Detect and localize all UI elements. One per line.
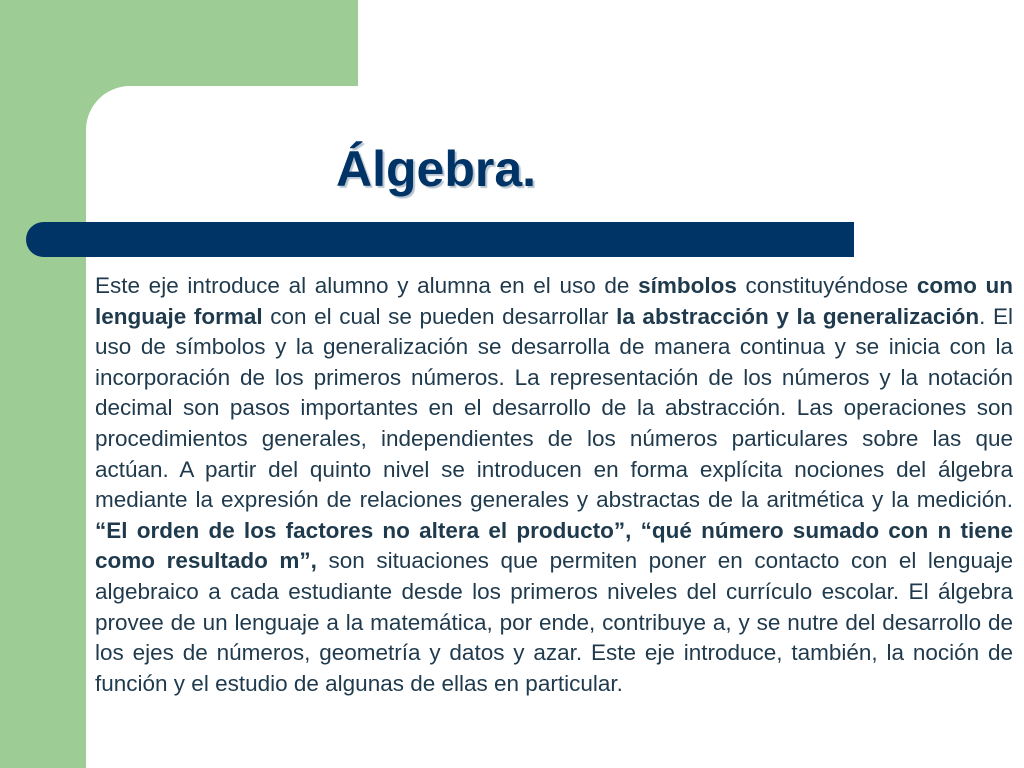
slide-title: Álgebra. [336, 141, 537, 197]
text-segment: Este eje introduce al alumno y alumna en el uso de [95, 273, 639, 298]
text-segment: constituyéndose [736, 273, 917, 298]
title-underline-bar [26, 222, 854, 257]
bold-segment-simbolos: símbolos [638, 273, 737, 298]
body-paragraph [95, 271, 1013, 699]
text-segment: son situaciones que permiten poner en contacto con el lenguaje algebraico a cada estudiante desde los primeros niveles del currículo escolar. El álgebra provee de un lenguaje a la matemática, por ende, contribuye a, y se nutre del desarrollo de los ejes de números, geometría y datos y azar. Este eje introduce, también, la noción de función y el estudio de algunas de ellas en particular. [95, 548, 1013, 696]
bold-segment-lenguaje-formal: como un lenguaje formal [95, 273, 1013, 329]
bold-segment-quotes: “El orden de los factores no altera el producto”, “qué número sumado con n tiene como resultado m”, [95, 517, 1013, 574]
text-segment: con el cual se pueden desarrollar [262, 303, 617, 329]
text-segment: . El uso de símbolos y la generalización se desarrolla de manera continua y se inicia con la incorporación de los primeros números. La representación de los números y la notación decimal son pasos importantes en el desarrollo de la abstracción. Las operaciones son procedimientos generales, independientes de los números particulares sobre las que actúan. A partir del quinto nivel se introducen en forma explícita nociones del álgebra mediante la expresión de relaciones generales y abstractas de la aritmética y la medición. [95, 303, 1013, 513]
bold-segment-abstraccion: la abstracción y la generalización [616, 303, 980, 329]
